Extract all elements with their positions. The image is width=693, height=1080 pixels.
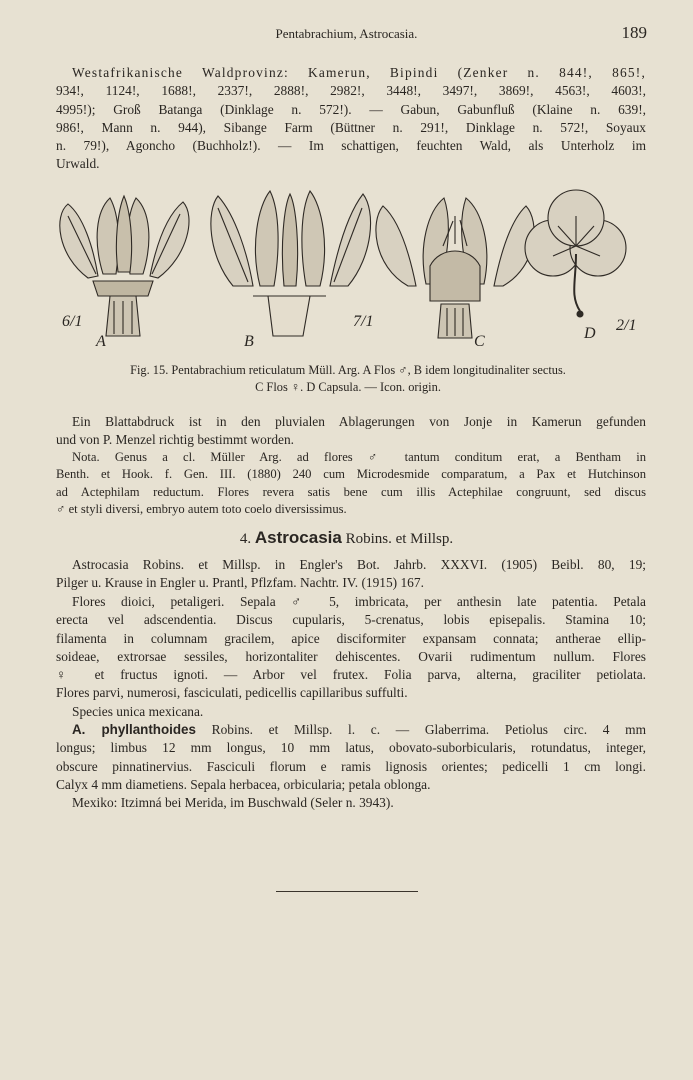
text-line: n. 79!), Agoncho (Buchholz!). — Im schattigen, feuchten Wald, als Unterholz im [56, 138, 646, 154]
text-line: Benth. et Hook. f. Gen. III. (1880) 240 cum Microdesmide comparatum, a Pax et Hutchinson [56, 467, 646, 482]
citation-paragraph [56, 556, 646, 593]
panel-label-scale-a: 6/1 [62, 313, 83, 330]
figure-caption [48, 362, 648, 395]
description-paragraph [56, 593, 646, 703]
text-line: und von P. Menzel richtig bestimmt worden. [56, 432, 295, 448]
text-line: Westafrikanische Waldprovinz: Kamerun, Bipindi (Zenker n. 844!, 865!, [72, 65, 646, 80]
species-name: A. phyllanthoides [72, 722, 196, 737]
genus-authority: Robins. et Millsp. [345, 531, 454, 547]
text-line: Nota. Genus a cl. Müller Arg. ad flores ♂ tantum conditum erat, a Bentham in [72, 450, 646, 464]
text-line: Mexiko: Itzimná bei Merida, im Buschwald (Seler n. 3943). [72, 795, 394, 811]
caption-line: Fig. 15. Pentabrachium reticulatum Müll. Arg. A Flos ♂, B idem longitudinaliter sectus. [130, 363, 566, 377]
panel-label-scale-b: 7/1 [353, 313, 374, 330]
text-line: Flores dioici, petaligeri. Sepala ♂ 5, imbricata, per anthesin late patentia. Petala [72, 594, 646, 609]
flower-female-drawing [376, 198, 534, 338]
text-line [56, 721, 646, 739]
text-line: ♀ et fructus ignoti. — Arbor vel frutex. Folia parva, alterna, graciliter petiolata. [56, 667, 646, 683]
panel-label-b: B [244, 333, 254, 350]
distribution-paragraph [56, 64, 646, 174]
page-number: 189 [621, 23, 647, 42]
panel-label-scale-d: 2/1 [616, 317, 637, 334]
flower-section-drawing [211, 191, 374, 336]
species-paragraph [56, 721, 646, 812]
text-line: longus; limbus 12 mm longus, 10 mm latus, obovato-suborbicularis, rotundatus, integer, [56, 740, 646, 756]
text-line: Astrocasia Robins. et Millsp. in Engler's Bot. Jahrb. XXXVI. (1905) Beibl. 80, 19; [72, 557, 646, 572]
text-line: 986!, Mann n. 944), Sibange Farm (Büttner n. 291!, Dinklage n. 572!, Soyaux [56, 119, 646, 135]
genus-number: 4. [239, 531, 252, 547]
text-line: Species unica mexicana. [72, 704, 204, 719]
genus-name: Astrocasia [254, 528, 342, 547]
text-line: Ein Blattabdruck ist in den pluvialen Ablagerungen von Jonje in Kamerun gefunden [72, 414, 646, 429]
text-line: filamenta in columnam gracilem, apice disciformiter expansam connata; antherae ellip- [56, 630, 646, 646]
panel-label-c: C [474, 333, 485, 350]
nota-paragraph [56, 449, 646, 518]
running-title: Pentabrachium, Astrocasia. [275, 26, 418, 41]
text-line: Calyx 4 mm diametiens. Sepala herbacea, orbicularia; petala oblonga. [56, 776, 431, 792]
text-line: 934!, 1124!, 1688!, 2337!, 2888!, 2982!, 3448!, 3497!, 3869!, 4563!, 4603!, [56, 83, 646, 99]
capsule-drawing [525, 190, 626, 317]
text-line: obscure pinnatinervius. Fasciculi florum e ramis lignosis orientes; pedicelli 1 cm longi. [56, 758, 646, 774]
panel-label-a: A [96, 333, 106, 350]
text-line: ♂ et styli diversi, embryo autem toto coelo diversissimus. [56, 501, 347, 516]
caption-line: C Flos ♀. D Capsula. — Icon. origin. [255, 379, 441, 394]
text-line: Flores parvi, numerosi, fasciculati, pedicellis capillaribus suffulti. [56, 685, 408, 701]
section-divider [276, 891, 418, 892]
text-line: Pilger u. Krause in Engler u. Prantl, Pflzfam. Nachtr. IV. (1915) 167. [56, 575, 424, 591]
text-line: erecta vel adscendentia. Discus cupularis, 5-crenatus, lobis episepalis. Stamina 10; [56, 612, 646, 628]
panel-label-d: D [584, 325, 596, 342]
species-unica-line [56, 703, 646, 721]
text-line: ad Actephilam reductum. Flores revera satis bene cum illis Actephilae congruunt, sed discus [56, 484, 646, 499]
text-line: Urwald. [56, 156, 100, 172]
species-text: Robins. et Millsp. l. c. — Glaberrima. Petiolus circ. 4 mm [211, 722, 647, 737]
genus-heading [0, 528, 693, 548]
botanical-illustration [48, 186, 648, 352]
fossil-note-paragraph [56, 413, 646, 450]
text-line: 4995!); Groß Batanga (Dinklage n. 572!). — Gabun, Gabunfluß (Klaine n. 639!, [56, 101, 646, 117]
text-line: soideae, extrorsae sessiles, horizontaliter dehiscentes. Ovarii rudimentum nullum. Flores [56, 648, 646, 664]
